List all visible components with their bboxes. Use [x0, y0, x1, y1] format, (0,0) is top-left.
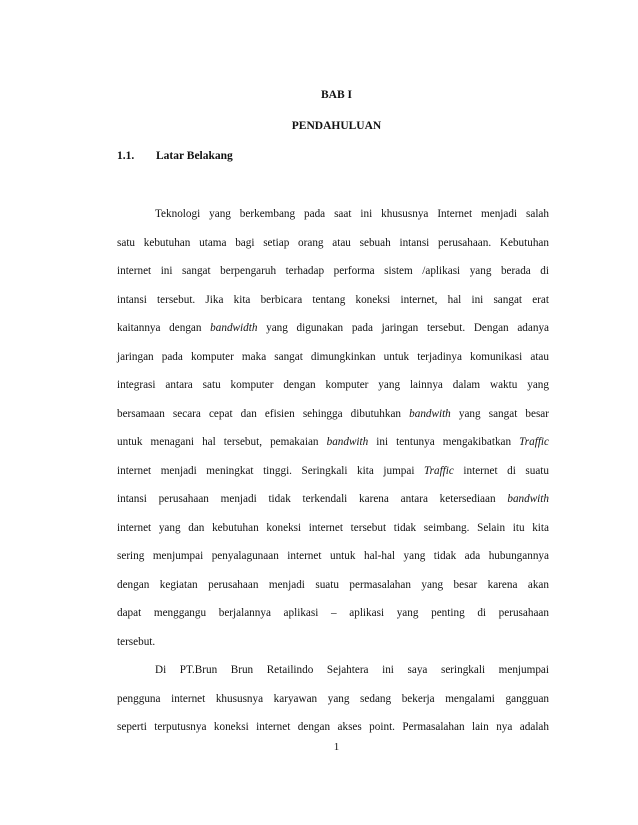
page-number: 1: [333, 741, 340, 753]
paragraph-line: bersamaan secara cepat dan efisien sehingga dibutuhkan bandwith yang sangat besar: [117, 407, 549, 420]
paragraph-line: integrasi antara satu komputer dengan komputer yang lainnya dalam waktu yang: [117, 379, 549, 391]
paragraph-line: kaitannya dengan bandwidth yang digunakan pada jaringan tersebut. Dengan adanya: [117, 322, 550, 334]
paragraph-line: intansi tersebut. Jika kita berbicara tentang koneksi internet, hal ini sangat erat: [117, 293, 549, 306]
section-number: 1.1.: [117, 150, 135, 162]
paragraph-line: sering menjumpai penyalagunaan internet untuk hal-hal yang tidak ada hubungannya: [117, 550, 549, 562]
paragraph-line: seperti terputusnya koneksi internet dengan akses point. Permasalahan lain nya adalah: [117, 721, 549, 733]
paragraph-line: satu kebutuhan utama bagi setiap orang atau sebuah intansi perusahaan. Kebutuhan: [117, 236, 549, 249]
paragraph-line: internet yang dan kebutuhan koneksi internet tersebut tidak seimbang. Selain itu kita: [117, 521, 549, 534]
paragraph-line: dapat menggangu berjalannya aplikasi – aplikasi yang penting di perusahaan: [117, 607, 549, 619]
paragraph-line: pengguna internet khususnya karyawan yang sedang bekerja mengalami gangguan: [117, 692, 549, 705]
paragraph-line: internet ini sangat berpengaruh terhadap performa sistem /aplikasi yang berada di: [117, 265, 549, 277]
paragraph-1: [117, 200, 549, 656]
chapter-title: PENDAHULUAN: [291, 120, 382, 132]
paragraph-line: internet menjadi meningkat tinggi. Seringkali kita jumpai Traffic internet di suatu: [117, 464, 549, 477]
paragraph-line: Di PT.Brun Brun Retailindo Sejahtera ini saya seringkali menjumpai: [155, 664, 549, 676]
paragraph-line: untuk menagani hal tersebut, pemakaian bandwith ini tentunya mengakibatkan Traffic: [117, 436, 549, 448]
paragraph-2: [117, 656, 549, 742]
paragraph-line: dengan kegiatan perusahaan menjadi suatu permasalahan yang besar karena akan: [117, 578, 549, 591]
chapter-label: BAB I: [321, 89, 352, 101]
paragraph-line: Teknologi yang berkembang pada saat ini khususnya Internet menjadi salah: [155, 208, 549, 220]
paragraph-line: intansi perusahaan menjadi tidak terkendali karena antara ketersediaan bandwith: [117, 493, 549, 505]
section-heading: [117, 150, 233, 162]
body-text: [117, 200, 549, 742]
paragraph-line: tersebut.: [117, 635, 156, 648]
section-title: Latar Belakang: [156, 150, 233, 162]
paragraph-line: jaringan pada komputer maka sangat dimungkinkan untuk terjadinya komunikasi atau: [117, 350, 549, 363]
